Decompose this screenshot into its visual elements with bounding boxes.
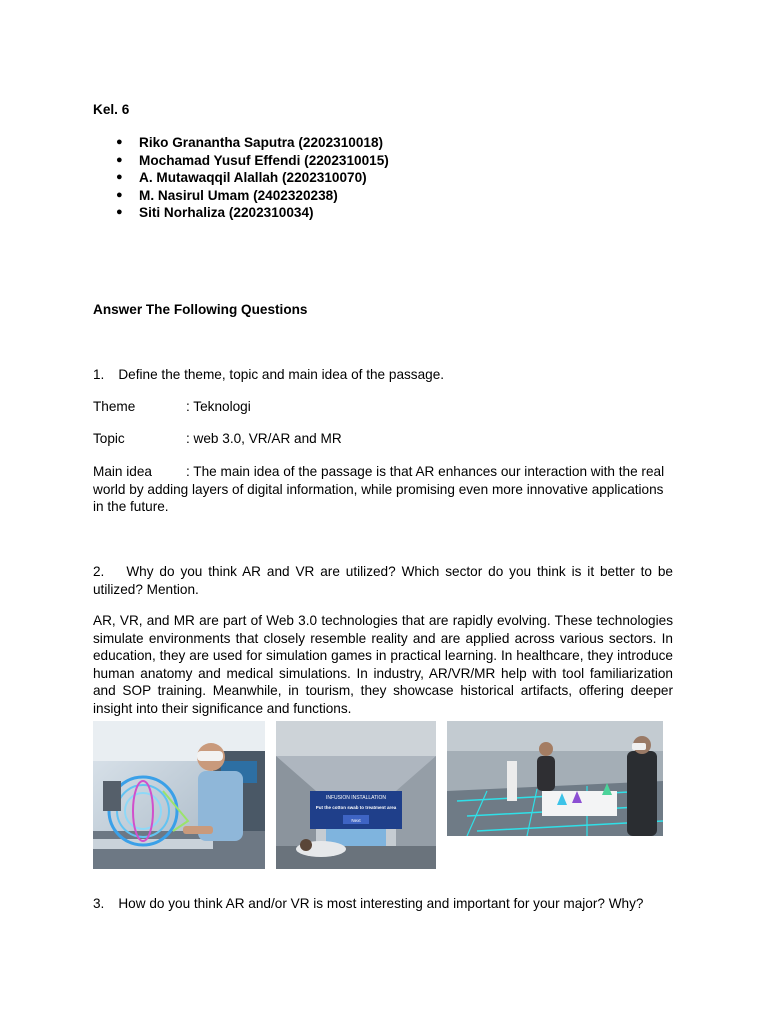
topic-label: Topic	[93, 431, 125, 446]
member-name: Riko Granantha Saputra (2202310018)	[139, 135, 384, 150]
question-1	[93, 366, 444, 384]
section-title: Answer The Following Questions	[93, 302, 308, 317]
question-3	[93, 895, 643, 913]
bullet-icon: ●	[116, 153, 123, 166]
member-name: M. Nasirul Umam (2402320238)	[139, 187, 338, 203]
vr-screen-button: Next	[351, 818, 361, 823]
vr-medical-simulation-photo	[276, 721, 436, 869]
bullet-icon: ●	[116, 188, 123, 201]
answer-2: AR, VR, and MR are part of Web 3.0 technologies that are rapidly evolving. These technologies simulate environments that closely resemble reality and are applied across various sectors. In education, they are used for simulation games in practical learning. In healthcare, they introduce human anatomy and medical simulations. In industry, AR/VR/MR help with tool familiarization and SOP training. Meanwhile, in tourism, they showcase historical artifacts, offering deeper insight into their significance and functions.	[93, 613, 673, 716]
question-number: 2.	[93, 564, 105, 579]
main-idea-value: : The main idea of the passage is that AR enhances our interaction with the real world by adding layers of digital information, while promising even more innovative applications in the future.	[93, 464, 665, 515]
main-idea-row	[93, 463, 673, 516]
question-number: 3.	[93, 896, 105, 911]
question-text: How do you think AR and/or VR is most interesting and important for your major? Why?	[118, 896, 644, 911]
theme-row	[93, 398, 251, 416]
bullet-icon: ●	[116, 171, 123, 184]
question-text: Define the theme, topic and main idea of the passage.	[118, 367, 445, 382]
bullet-icon: ●	[116, 206, 123, 219]
theme-label: Theme	[93, 399, 136, 414]
question-text: Why do you think AR and VR are utilized? Which sector do you think is it better to be utilized? Mention.	[93, 564, 673, 597]
member-item	[116, 152, 389, 170]
member-item	[116, 187, 389, 205]
group-label: Kel. 6	[93, 102, 130, 117]
question-2	[93, 563, 673, 598]
member-name: Mochamad Yusuf Effendi (2202310015)	[139, 152, 389, 168]
member-item	[116, 204, 389, 222]
main-idea-label: Main idea	[93, 464, 152, 479]
member-name: Siti Norhaliza (2202310034)	[139, 205, 314, 221]
ar-engineer-photo	[93, 721, 265, 869]
member-list	[116, 134, 389, 222]
member-item	[116, 134, 389, 152]
question-number: 1.	[93, 367, 105, 382]
bullet-icon: ●	[116, 136, 123, 148]
topic-row	[93, 430, 342, 448]
member-item	[116, 169, 389, 187]
member-name: A. Mutawaqqil Alallah (2202310070)	[139, 170, 367, 186]
theme-value: : Teknologi	[186, 399, 251, 414]
vr-lab-photo	[447, 721, 663, 836]
topic-value: : web 3.0, VR/AR and MR	[186, 431, 342, 446]
vr-screen-text: Put the cotton swab to treatment area	[315, 805, 397, 810]
vr-screen-title: INFUSION INSTALLATION	[325, 795, 387, 801]
